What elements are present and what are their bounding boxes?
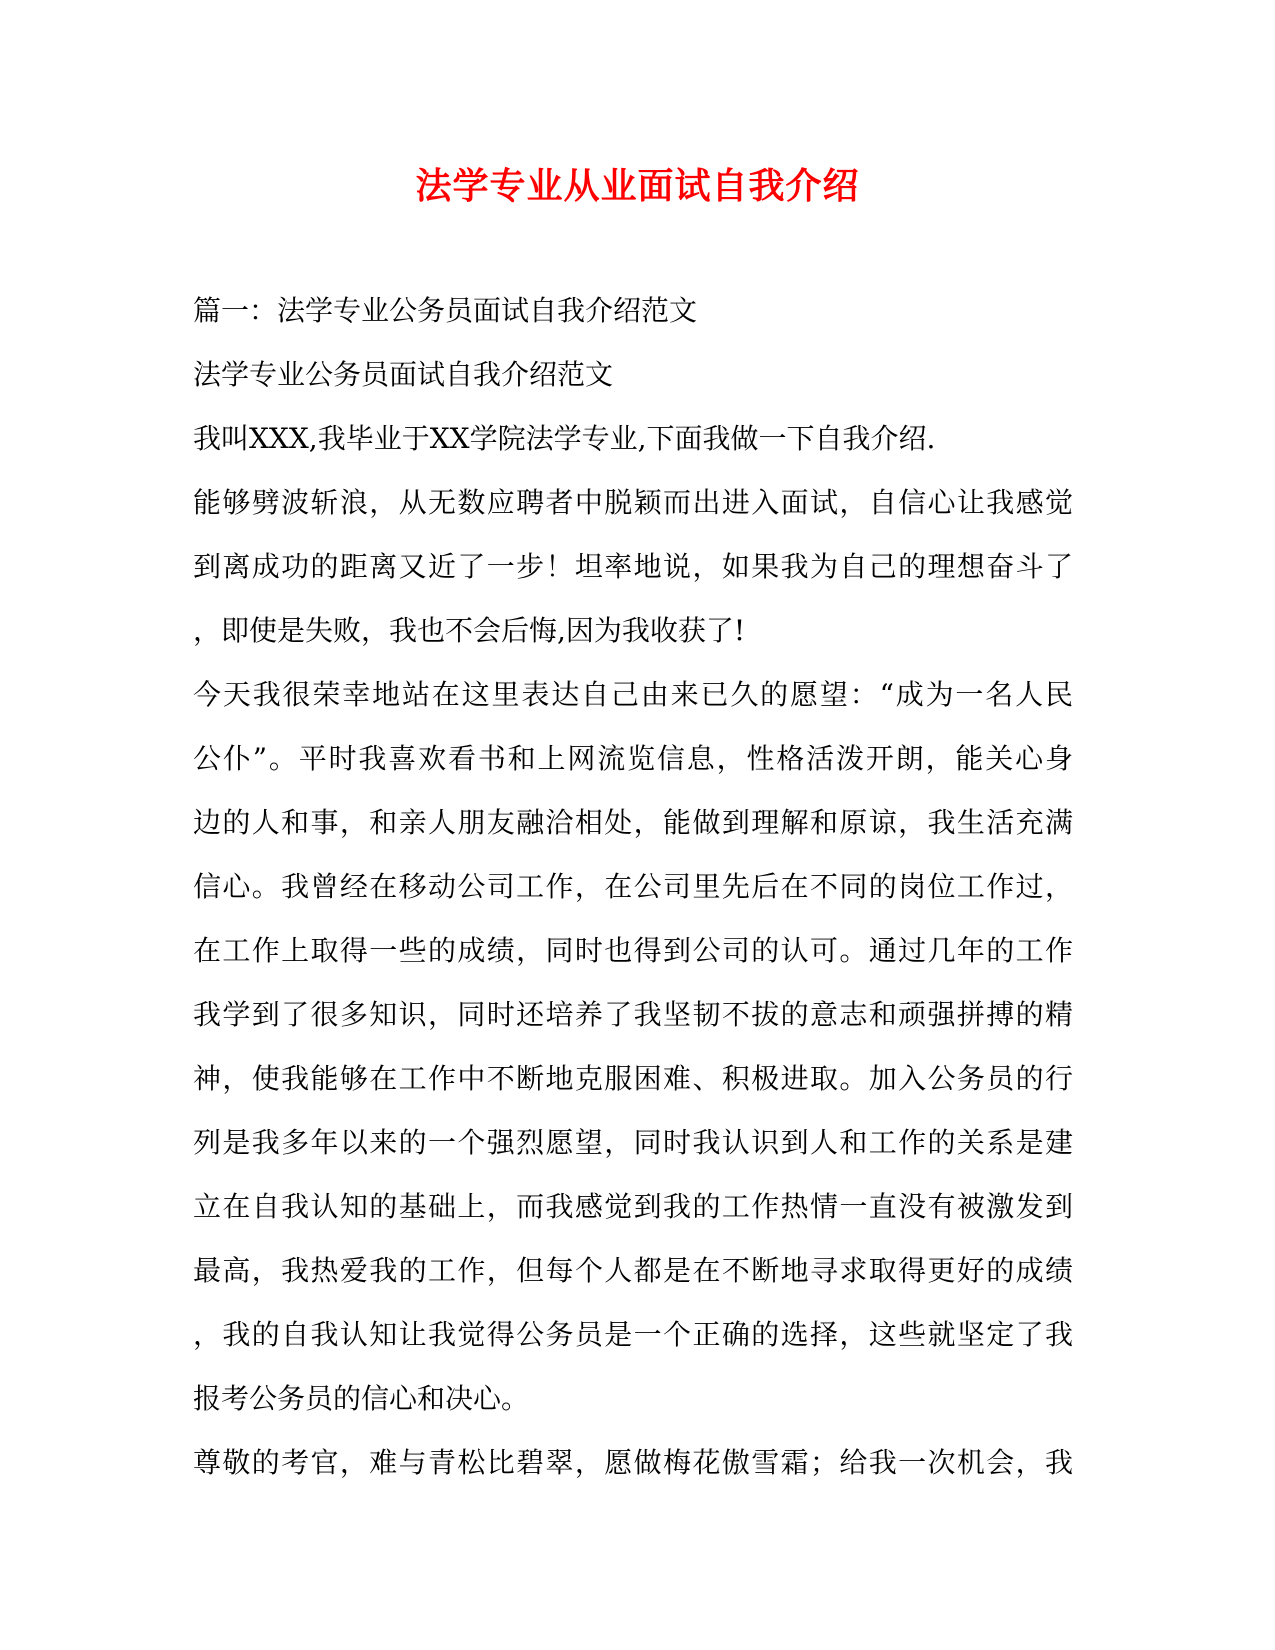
paragraph-line: 最高，我热爱我的工作，但每个人都是在不断地寻求取得更好的成绩 xyxy=(193,1254,1073,1287)
paragraph-line: 能够劈波斩浪，从无数应聘者中脱颖而出进入面试，自信心让我感觉 xyxy=(193,486,1073,519)
paragraph-line: 我学到了很多知识，同时还培养了我坚韧不拔的意志和顽强拼搏的精 xyxy=(193,998,1073,1031)
paragraph-line: 边的人和事，和亲人朋友融洽相处，能做到理解和原谅，我生活充满 xyxy=(193,806,1073,839)
paragraph-line: 立在自我认知的基础上，而我感觉到我的工作热情一直没有被激发到 xyxy=(193,1190,1073,1223)
paragraph-line: 报考公务员的信心和决心。 xyxy=(193,1382,530,1415)
paragraph-line: 列是我多年以来的一个强烈愿望，同时我认识到人和工作的关系是建 xyxy=(193,1126,1073,1159)
paragraph-line: 今天我很荣幸地站在这里表达自己由来已久的愿望：“成为一名人民 xyxy=(193,678,1073,711)
paragraph-line: ，我的自我认知让我觉得公务员是一个正确的选择，这些就坚定了我 xyxy=(193,1318,1073,1351)
paragraph-line: 公仆”。平时我喜欢看书和上网流览信息，性格活泼开朗，能关心身 xyxy=(193,742,1073,775)
paragraph-line: 神，使我能够在工作中不断地克服困难、积极进取。加入公务员的行 xyxy=(193,1062,1073,1095)
heading-line: 篇一：法学专业公务员面试自我介绍范文 xyxy=(193,294,698,327)
paragraph-line: 信心。我曾经在移动公司工作，在公司里先后在不同的岗位工作过， xyxy=(193,870,1073,903)
document-body xyxy=(193,279,1073,1495)
paragraph-line: ，即使是失败，我也不会后悔,因为我收获了! xyxy=(193,614,746,647)
paragraph-line: 我叫XXX,我毕业于XX学院法学专业,下面我做一下自我介绍. xyxy=(193,422,936,455)
paragraph-line: 尊敬的考官，难与青松比碧翠，愿做梅花傲雪霜；给我一次机会，我 xyxy=(193,1446,1073,1479)
paragraph-line: 在工作上取得一些的成绩，同时也得到公司的认可。通过几年的工作 xyxy=(193,934,1073,967)
document-title: 法学专业从业面试自我介绍 xyxy=(415,165,860,207)
paragraph-line: 到离成功的距离又近了一步！坦率地说，如果我为自己的理想奋斗了 xyxy=(193,550,1073,583)
subheading-line: 法学专业公务员面试自我介绍范文 xyxy=(193,358,614,391)
